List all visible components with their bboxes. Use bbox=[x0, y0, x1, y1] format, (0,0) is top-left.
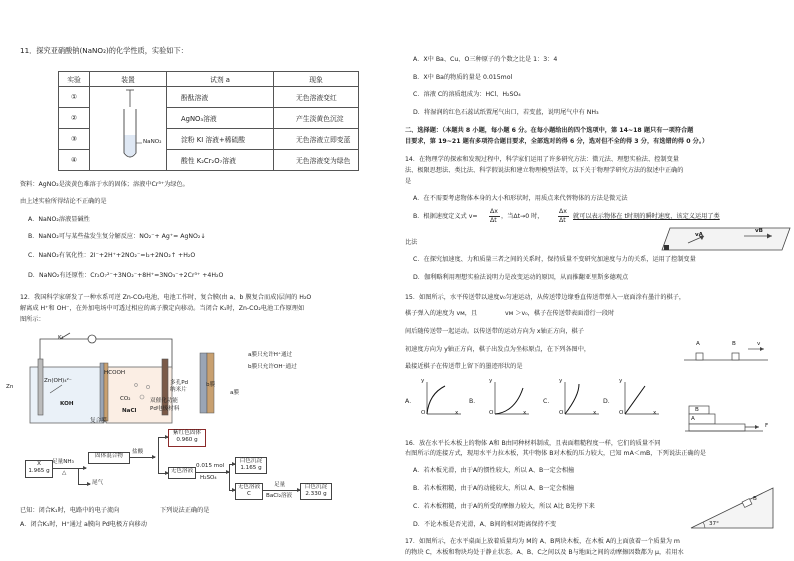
velocity-label: v bbox=[757, 341, 761, 347]
zn-oh-label: Zn(OH)₄²⁻ bbox=[44, 378, 72, 384]
q14-line2: 法、极限思想法、类比法、科学假说法和建立物理模型法等，以下关于物理学研究方法的叙述中正确的 bbox=[405, 167, 684, 174]
pd-label-1: 多孔Pd bbox=[170, 380, 189, 386]
solution-c-text: 无色溶液 bbox=[237, 484, 261, 490]
vB-label: vB bbox=[755, 228, 763, 234]
arrow bbox=[129, 457, 155, 458]
fraction-denominator: Δt bbox=[490, 217, 497, 224]
white-precipitate-text: 白色沉淀 bbox=[239, 458, 263, 464]
b-short-label: b膜 bbox=[206, 382, 216, 388]
row-number: ③ bbox=[59, 129, 90, 150]
q13-option-b: B．X中 Ba的物质的量是 0.015mol bbox=[413, 74, 513, 81]
q15-line2b: vᴍ ＞v₀，棋子在传送带表面滑行一段时 bbox=[505, 310, 615, 317]
phenomenon-cell: 无色溶液变为绿色 bbox=[274, 150, 359, 171]
phenomenon-cell: 产生淡黄色沉淀 bbox=[274, 108, 359, 129]
graph-option-a-label: A． bbox=[405, 398, 416, 405]
q15-line3: 间后随传送带一起运动。以传送带的运动方向为 x轴正方向，棋子 bbox=[405, 328, 584, 335]
q16-line2: 右图所示的连接方式，现用水平力拉木板，其中物体 B对木板的压力较大，已知 mA＜mB，下列说法正确的是 bbox=[405, 450, 706, 457]
q16-line1: 16．放在水平长木板上的物体 A和 B由同种材料制成，且表面粗糙程度一样，它们的质量不同 bbox=[405, 440, 661, 447]
block-b-label: B bbox=[695, 407, 699, 413]
table-header: 试剂 a bbox=[167, 72, 274, 87]
block-b-label: B bbox=[732, 341, 736, 347]
graph-option-c-label: C． bbox=[543, 398, 554, 405]
purple-solid-text: 紫红色固体 bbox=[173, 430, 201, 436]
x-axis-label: x bbox=[653, 410, 657, 416]
y-axis-label: y bbox=[619, 378, 623, 384]
co2-label: CO₂ bbox=[120, 396, 131, 402]
b-membrane-label: b膜只允许OH⁻通过 bbox=[248, 364, 297, 370]
x-axis-label: x bbox=[593, 410, 597, 416]
purple-solid-box bbox=[168, 429, 206, 447]
membrane-label: 复合膜 bbox=[90, 418, 107, 424]
excess-label: 足量 bbox=[274, 482, 286, 488]
q14-line1: 14．在物理学的探索和发现过程中，科学家们运用了许多研究方法：微元法、理想实验法、控制变量 bbox=[405, 156, 679, 163]
white-precipitate-text: 白色沉淀 bbox=[304, 484, 328, 490]
k1-label: K₁ bbox=[58, 335, 64, 341]
q17-line2: 的物块 C，木板和物块均处于静止状态。A、B、C之间以及 B与地面之间的动摩擦因数都为 μ，若用水 bbox=[405, 549, 684, 556]
fraction-numerator: Δx bbox=[559, 208, 567, 215]
q11-option-d: D．NaNO₂有还原性：Cr₂O₇²⁻+3NO₂⁻+8H⁺=3NO₃⁻+2Cr³⁺ +4H₂O bbox=[28, 272, 224, 279]
q15-line2a: 棋子弹入的速度为 vᴍ，且 bbox=[405, 310, 478, 317]
solid-mixture-box bbox=[88, 452, 130, 464]
q11-question: 由上述实验所得结论不正确的是 bbox=[20, 198, 107, 205]
white-precipitate-box-1 bbox=[235, 457, 267, 474]
colorless-solution-text: 无色溶液 bbox=[170, 468, 194, 474]
arrow bbox=[52, 468, 86, 469]
white-precipitate-box-2 bbox=[300, 483, 332, 500]
q11-option-b: B．NaNO₂可与某些盐发生复分解反应：NO₂⁻+ Ag⁺= AgNO₂↓ bbox=[28, 233, 206, 240]
block-a-label: A bbox=[696, 341, 700, 347]
q11-option-a: A．NaNO₂溶液显碱性 bbox=[28, 216, 90, 223]
nh3-label: 足量NH₃ bbox=[52, 459, 74, 465]
q16-option-d: D．不论木板是否光滑，A、B间的相对距离保持不变 bbox=[413, 521, 557, 528]
colorless-solution-box bbox=[168, 467, 196, 479]
vA-label: vA bbox=[695, 232, 703, 238]
section2-line2: 目要求，第 19~21 题有多项符合题目要求，全部选对的得 6 分，选对但不全的得 3 分，有选错的得 0 分。） bbox=[405, 138, 709, 145]
block-a-label: A bbox=[691, 416, 695, 422]
q14-option-b-part1: B．根据速度定义式 v= bbox=[413, 213, 478, 220]
right-column bbox=[397, 0, 794, 561]
catalyst-label-1: 双催化功能 bbox=[150, 398, 178, 404]
q11-stem: 11．探究亚硝酸钠(NaNO₂)的化学性质，实验如下： bbox=[20, 46, 188, 55]
white-precipitate-mass: 1.165 g bbox=[240, 465, 262, 471]
sample-x-box bbox=[25, 460, 53, 478]
a-short-label: a膜 bbox=[230, 390, 240, 396]
fraction-numerator: Δx bbox=[490, 208, 498, 215]
amount-label: 0.015 mol bbox=[196, 463, 225, 469]
solution-c-box bbox=[235, 483, 263, 500]
q11-option-c: C．NaNO₂有氧化性：2I⁻+2H⁺+2NO₂⁻=I₂+2NO₂↑ +H₂O bbox=[28, 252, 196, 259]
hcooh-label: HCOOH bbox=[104, 370, 126, 376]
nacl-label: NaCl bbox=[122, 408, 137, 414]
q13-option-a: A．X中 Ba、Cu、O三种原子的个数之比是 1：3：4 bbox=[413, 56, 558, 63]
row-number: ④ bbox=[59, 150, 90, 171]
vertical-line bbox=[158, 437, 159, 473]
apparatus-cell bbox=[90, 87, 167, 171]
reagent-cell: 淀粉 KI 溶液+稀硫酸 bbox=[167, 129, 274, 150]
q12-caption-a: 已知：闭合K₁时，电路中的电子流向 bbox=[20, 507, 120, 514]
a-membrane-label: a膜只允许H⁺通过 bbox=[248, 352, 293, 358]
q13-option-d: D．将湿润的红色石蕊试纸置尾气出口，若变蓝，说明尾气中有 NH₃ bbox=[413, 109, 599, 116]
origin-label: O bbox=[559, 410, 564, 416]
q16-option-c: C．若木板粗糙，由于A的所受的摩擦力较大，所以 A比 B先停下来 bbox=[413, 503, 595, 510]
q13-option-c: C．溶液 C的溶质组成为：HCl、H₂SO₄ bbox=[413, 91, 521, 98]
q14-option-c: C．在探究加速度、力和质量三者之间的关系时，保持质量不变研究加速度与力的关系，运用了控制变量 bbox=[413, 256, 696, 263]
fraction-denominator: Δt bbox=[559, 217, 566, 224]
experiment-table bbox=[58, 71, 359, 171]
solid-mixture-text: 固体混合物 bbox=[95, 453, 123, 459]
q14-option-b-part2: ，当Δt→0 时， bbox=[501, 213, 544, 220]
table-header: 装置 bbox=[90, 72, 167, 87]
purple-solid-mass: 0.960 g bbox=[176, 437, 198, 443]
q14-option-b-part3: 就可以表示物体在 t时刻的瞬时速度，该定义运用了类 bbox=[573, 213, 720, 220]
vertical-line bbox=[78, 468, 79, 484]
arrow bbox=[262, 490, 300, 491]
tail-gas-label: 尾气 bbox=[92, 480, 104, 486]
heat-label: △ bbox=[62, 470, 67, 476]
arrow bbox=[78, 484, 90, 485]
conveyor-belt-diagram bbox=[652, 222, 792, 256]
angle-label: 37° bbox=[709, 521, 719, 527]
q12-caption-b: 下列说法正确的是 bbox=[160, 507, 210, 514]
catalyst-label-2: Pd电极材料 bbox=[150, 406, 180, 412]
section2-line1: 二、选择题：（本题共 8 小题，每小题 6 分。在每小题给出的四个选项中，第 14~18 题只有一项符合题 bbox=[405, 127, 694, 134]
q14-line3: 是 bbox=[405, 178, 412, 185]
q14-option-a: A．在不需要考虑物体本身的大小和形状时，用质点来代替物体的方法是微元法 bbox=[413, 195, 628, 202]
reagent-cell: AgNO₃溶液 bbox=[167, 108, 274, 129]
graph-option-d-label: D． bbox=[603, 398, 614, 405]
q12-line3: 图所示： bbox=[20, 316, 45, 323]
q12-caption-c: A．闭合K₁时，H⁺通过 a膜向 Pd电极方向移动 bbox=[20, 521, 147, 528]
pd-label-2: 纳米片 bbox=[170, 387, 187, 393]
origin-label: O bbox=[489, 410, 494, 416]
x-axis-label: x bbox=[455, 410, 459, 416]
force-label: F bbox=[765, 423, 769, 429]
row-number: ② bbox=[59, 108, 90, 129]
q17-line1: 17．如图所示，在水平桌面上放着质量均为 M的 A、B两块木板，在木板 A的上面放着一个质量为 m bbox=[405, 538, 680, 545]
incline-diagram bbox=[687, 482, 777, 532]
table-header-row bbox=[59, 72, 359, 87]
q12-line1: 12．我国科学家研发了一种水系可逆 Zn-CO₂电池，电池工作时，复合膜(由 a、b 膜复合而成)层间的 H₂O bbox=[20, 294, 312, 301]
graph-option-b-label: B． bbox=[469, 398, 480, 405]
vertical-line bbox=[229, 464, 230, 490]
y-axis-label: y bbox=[489, 378, 493, 384]
phenomenon-cell: 无色溶液立即变蓝 bbox=[274, 129, 359, 150]
arrow bbox=[158, 437, 168, 438]
bacl2-label: BaCl₂溶液 bbox=[266, 493, 293, 499]
h2so4-label: H₂SO₄ bbox=[200, 475, 217, 481]
zn-label: Zn bbox=[6, 384, 14, 390]
q16-option-b: B．若木板粗糙，由于A的动能较大，所以 A、B一定会相撞 bbox=[413, 485, 575, 492]
table-row bbox=[59, 87, 359, 108]
q16-option-a: A．若木板光滑，由于A的惯性较大，所以 A、B一定会相撞 bbox=[413, 467, 575, 474]
koh-label: KOH bbox=[60, 401, 74, 407]
q14-option-b-part4: 比法 bbox=[405, 239, 418, 246]
y-axis-label: y bbox=[559, 378, 563, 384]
q15-line5: 最接近棋子在传送带上留下的墨迹形状的是 bbox=[405, 363, 523, 370]
reagent-cell: 酸性 K₂Cr₂O₇溶液 bbox=[167, 150, 274, 171]
x-axis-label: x bbox=[523, 410, 527, 416]
q15-line1: 15．如图所示，水平传送带以速度v₀匀速运动，从传送带边缘垂直传送带弹入一底面涂有墨汁的棋子， bbox=[405, 294, 686, 301]
sample-x-mass: 1.965 g bbox=[28, 468, 50, 474]
origin-label: O bbox=[421, 410, 426, 416]
arrow bbox=[158, 473, 168, 474]
origin-label: O bbox=[619, 410, 624, 416]
white-precipitate-mass: 2.330 g bbox=[305, 491, 327, 497]
reagent-cell: 酚酞溶液 bbox=[167, 87, 274, 108]
phenomenon-cell: 无色溶液变红 bbox=[274, 87, 359, 108]
q12-line2: 解离成 H⁺和 OH⁻，在外加电场中可透过相应的离子膜定向移动。当闭合 K₁时，Zn-CO₂电池工作原理如 bbox=[20, 305, 305, 312]
table-header: 现象 bbox=[274, 72, 359, 87]
sample-x-name: X bbox=[37, 461, 41, 467]
q14-option-d: D．伽利略利用理想实验法说明力是改变运动的原因，从而推翻亚里斯多德观点 bbox=[413, 274, 629, 281]
row-number: ① bbox=[59, 87, 90, 108]
table-header: 实验 bbox=[59, 72, 90, 87]
apparatus-label: NaNO₂ bbox=[143, 139, 162, 145]
block-b-label: B bbox=[753, 496, 757, 502]
arrow bbox=[195, 472, 229, 473]
test-tube-diagram bbox=[90, 87, 160, 167]
q15-line4: 初速度方向为 y轴正方向，棋子出发点为坐标原点，在下列各图中， bbox=[405, 346, 591, 353]
q11-info: 资料：AgNO₂是淡黄色难溶于水的固体；溶液中Cr³⁺为绿色。 bbox=[20, 181, 189, 188]
y-axis-label: y bbox=[421, 378, 425, 384]
solution-c-label: C bbox=[247, 491, 251, 497]
hcl-label: 盐酸 bbox=[132, 449, 144, 455]
